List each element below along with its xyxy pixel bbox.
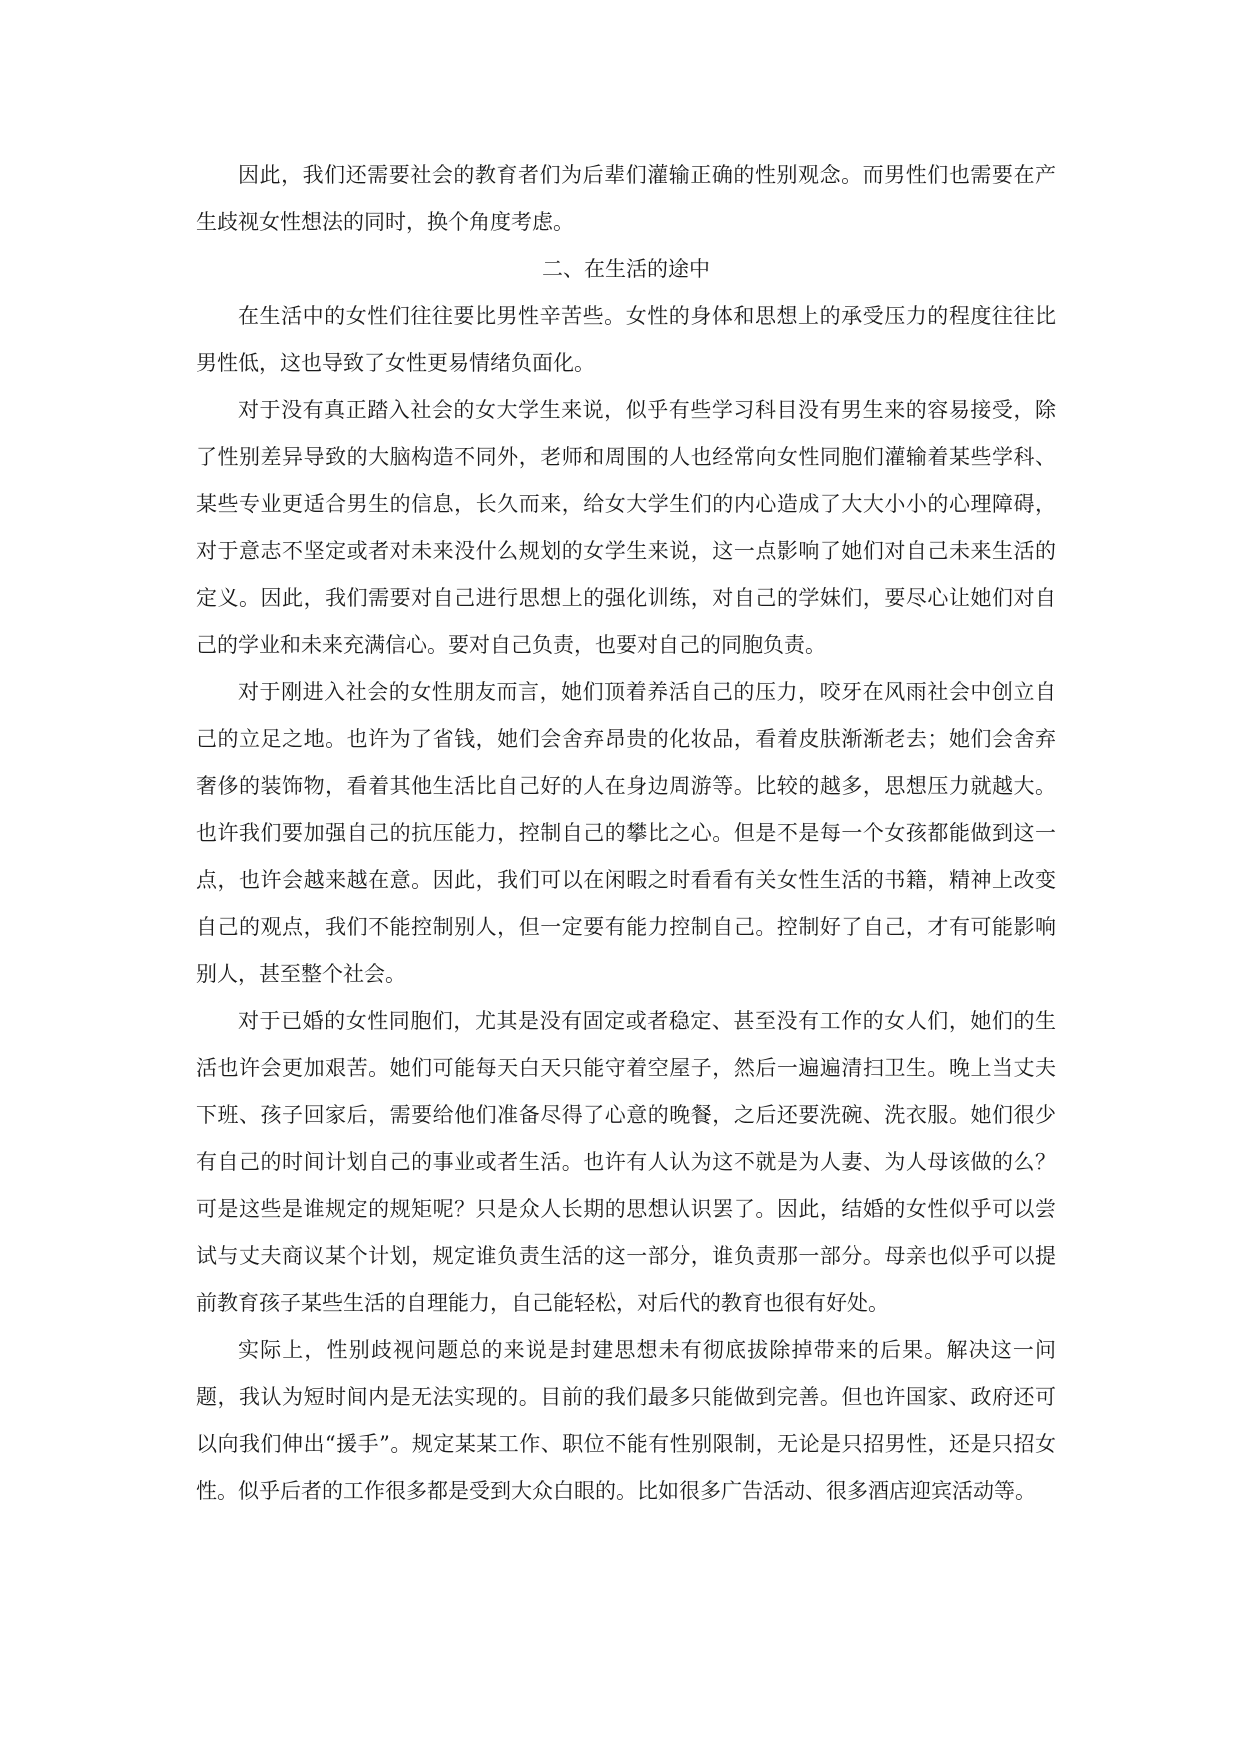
paragraph-young-working-women: 对于刚进入社会的女性朋友而言，她们顶着养活自己的压力，咬牙在风雨社会中创立自己的立足之地。也许为了省钱，她们会舍弃昂贵的化妆品，看着皮肤渐渐老去；她们会舍弃奢侈的装饰物，看着其他生活比自己好的人在身边周游等。比较的越多，思想压力就越大。也许我们要加强自己的抗压能力，控制自己的攀比之心。但是不是每一个女孩都能做到这一点，也许会越来越在意。因此，我们可以在闲暇之时看看有关女性生活的书籍，精神上改变自己的观点，我们不能控制别人，但一定要有能力控制自己。控制好了自己，才有可能影响别人，甚至整个社会。	[196, 680, 1056, 986]
paragraph-married-women: 对于已婚的女性同胞们，尤其是没有固定或者稳定、甚至没有工作的女人们，她们的生活也许会更加艰苦。她们可能每天白天只能守着空屋子，然后一遍遍清扫卫生。晚上当丈夫下班、孩子回家后，需要给他们准备尽得了心意的晚餐，之后还要洗碗、洗衣服。她们很少有自己的时间计划自己的事业或者生活。也许有人认为这不就是为人妻、为人母该做的么？可是这些是谁规定的规矩呢？只是众人长期的思想认识罢了。因此，结婚的女性似乎可以尝试与丈夫商议某个计划，规定谁负责生活的这一部分，谁负责那一部分。母亲也似乎可以提前教育孩子某些生活的自理能力，自己能轻松，对后代的教育也很有好处。	[196, 1009, 1056, 1315]
paragraph-female-students: 对于没有真正踏入社会的女大学生来说，似乎有些学习科目没有男生来的容易接受，除了性别差异导致的大脑构造不同外，老师和周围的人也经常向女性同胞们灌输着某些学科、某些专业更适合男生的信息，长久而来，给女大学生们的内心造成了大大小小的心理障碍，对于意志不坚定或者对未来没什么规划的女学生来说，这一点影响了她们对自己未来生活的定义。因此，我们需要对自己进行思想上的强化训练，对自己的学妹们，要尽心让她们对自己的学业和未来充满信心。要对自己负责，也要对自己的同胞负责。	[196, 398, 1056, 657]
paragraph-gender-education: 因此，我们还需要社会的教育者们为后辈们灌输正确的性别观念。而男性们也需要在产生歧视女性想法的同时，换个角度考虑。	[196, 163, 1056, 234]
paragraph-conclusion: 实际上，性别歧视问题总的来说是封建思想未有彻底拔除掉带来的后果。解决这一问题，我认为短时间内是无法实现的。目前的我们最多只能做到完善。但也许国家、政府还可以向我们伸出“援手”。规定某某工作、职位不能有性别限制，无论是只招男性，还是只招女性。似乎后者的工作很多都是受到大众白眼的。比如很多广告活动、很多酒店迎宾活动等。	[196, 1338, 1056, 1503]
section-heading: 二、在生活的途中	[542, 257, 710, 281]
document-body	[196, 152, 1056, 1515]
paragraph-women-hardship: 在生活中的女性们往往要比男性辛苦些。女性的身体和思想上的承受压力的程度往往比男性低，这也导致了女性更易情绪负面化。	[196, 304, 1056, 375]
